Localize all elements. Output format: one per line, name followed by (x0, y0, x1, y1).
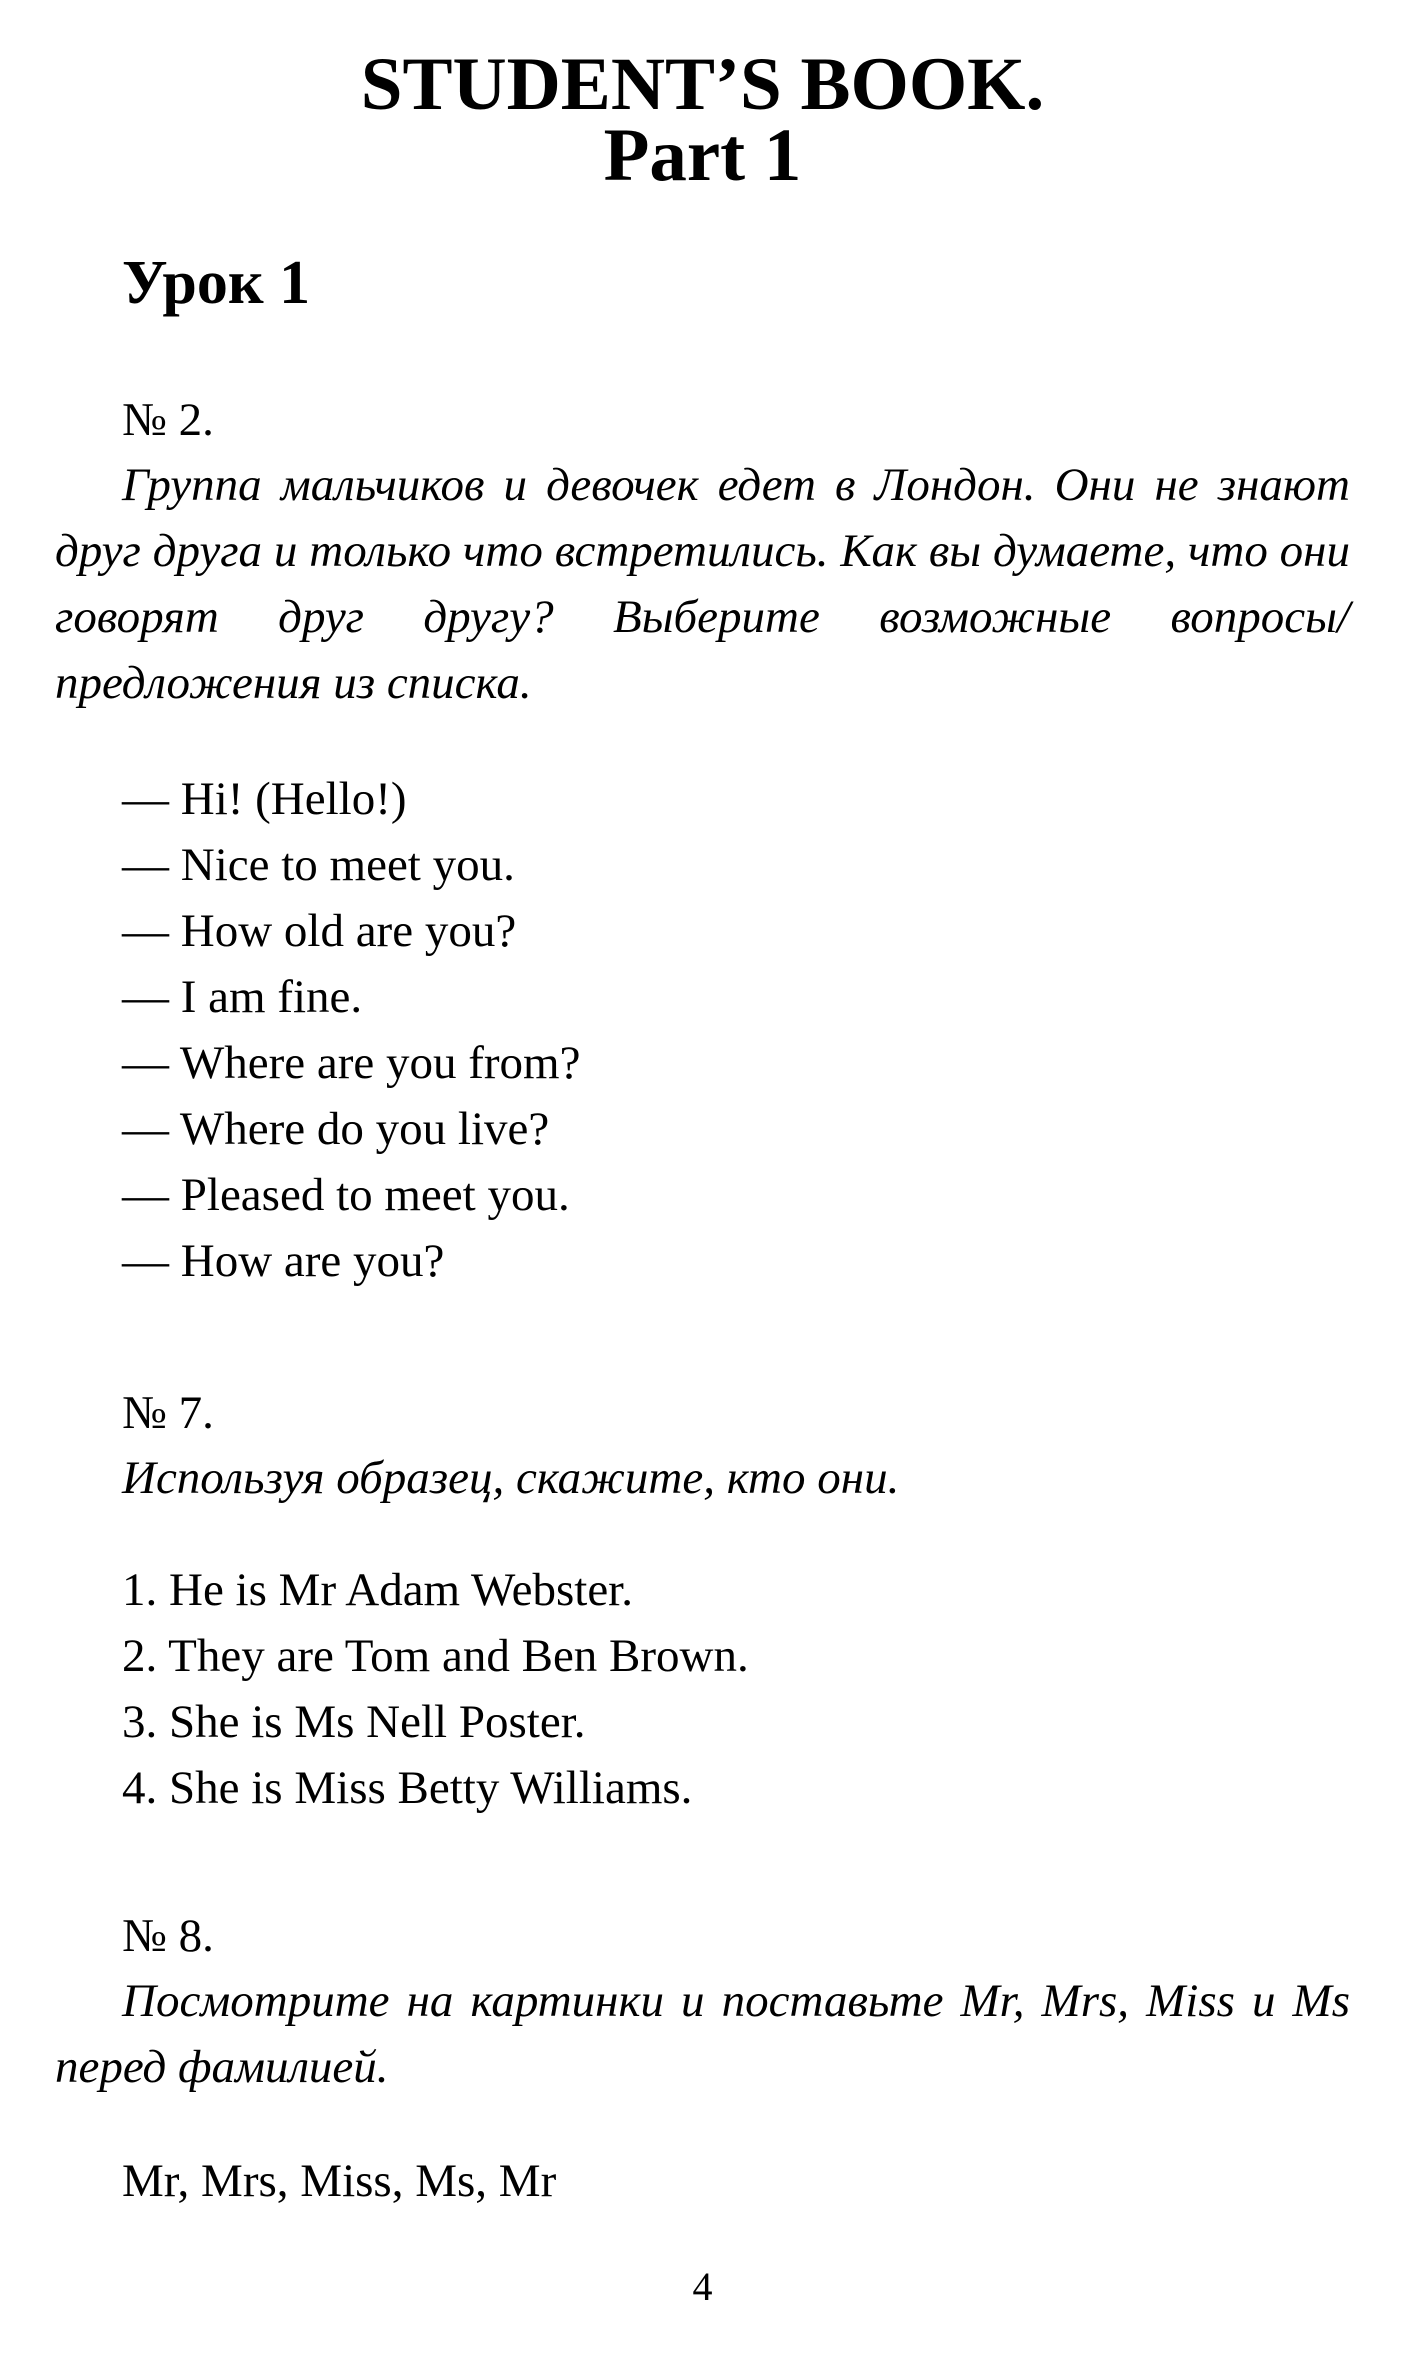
answer-list (122, 766, 580, 1294)
answer-line: — How are you? (122, 1235, 445, 1287)
answer-line: — Hi! (Hello!) (122, 773, 407, 825)
answer-line: — Where do you live? (122, 1103, 550, 1155)
exercise-instruction (55, 1445, 1350, 1511)
exercise-instruction-text: Используя образец, скажите, кто они. (122, 1452, 900, 1504)
answer-list (122, 2148, 556, 2214)
answer-line: 3. She is Ms Nell Poster. (122, 1696, 586, 1748)
exercise-instruction: Группа мальчиков и девочек едет в Лондон. Они не знают друг друга и только что встретились. Как вы думаете, что они говорят друг другу? Выберите возможные вопросы/предложения из списка. (55, 459, 1350, 709)
answer-line: — Where are you from? (122, 1037, 581, 1089)
page-number: 4 (692, 2264, 713, 2309)
exercise-number: № 8. (122, 1910, 214, 1962)
answer-line: — How old are you? (122, 905, 517, 957)
answer-line: 2. They are Tom and Ben Brown. (122, 1630, 749, 1682)
book-title: STUDENT’S BOOK. (360, 43, 1045, 126)
answer-line: — Nice to meet you. (122, 839, 515, 891)
answer-line: 4. She is Miss Betty Williams. (122, 1762, 693, 1814)
part-title: Part 1 (603, 114, 802, 197)
answer-line: — Pleased to meet you. (122, 1169, 570, 1221)
exercise-number: № 2. (122, 394, 214, 446)
answer-line: Mr, Mrs, Miss, Ms, Mr (122, 2155, 557, 2207)
exercise-instruction: Посмотрите на картинки и поставьте Mr, Mrs, Miss и Ms перед фамилией. (55, 1975, 1350, 2093)
exercise-number: № 7. (122, 1387, 214, 1439)
answer-line: 1. He is Mr Adam Webster. (122, 1564, 633, 1616)
lesson-title: Урок 1 (122, 249, 311, 317)
answer-list (122, 1557, 749, 1821)
answer-line: — I am fine. (122, 971, 363, 1023)
